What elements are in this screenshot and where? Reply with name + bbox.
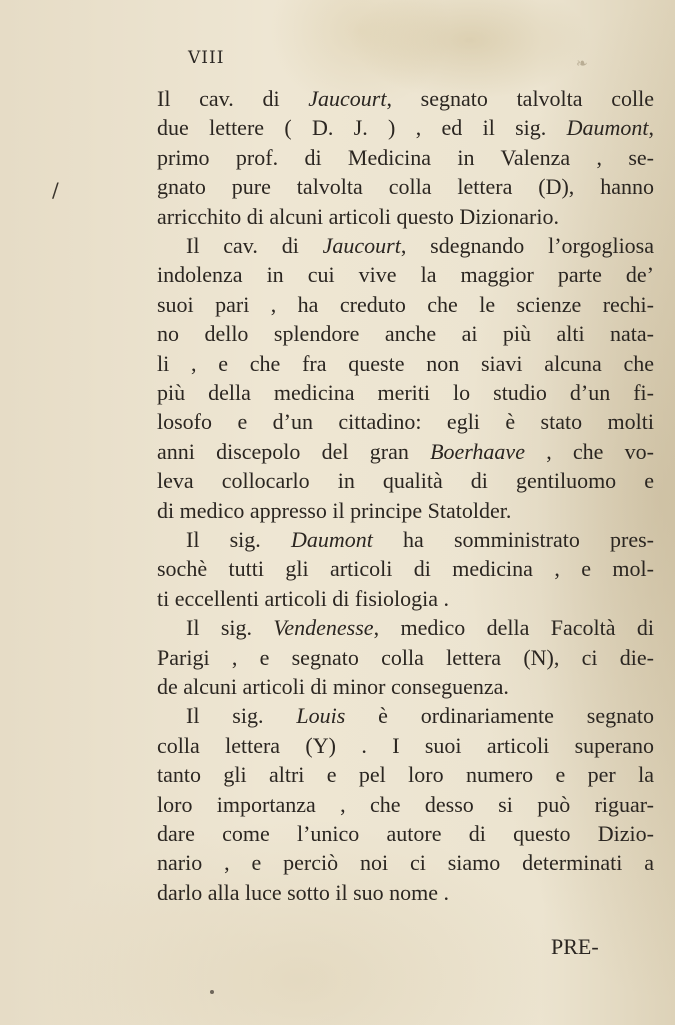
italic-name: Jaucourt [308, 86, 387, 111]
text-line [157, 143, 654, 173]
text-line [157, 349, 654, 379]
text-line [157, 878, 654, 908]
text-segment: Il sig. [186, 703, 297, 729]
text-segment: , [648, 115, 654, 141]
paper-speck [210, 990, 214, 994]
text-segment: darlo alla luce sotto il suo nome . [157, 879, 450, 905]
text-line [157, 319, 654, 349]
text-segment: Il sig. [186, 615, 274, 641]
text-line [157, 290, 654, 320]
page-number: VIII [188, 48, 225, 68]
text-line [157, 202, 654, 232]
text-segment: , medico della Facoltà di [373, 615, 654, 641]
text-segment: ti eccellenti articoli di fisiologia . [157, 585, 450, 611]
text-segment: de alcuni articoli di minor conseguenza. [157, 674, 509, 699]
text-segment: no dello splendore anche ai più alti nata- [157, 321, 654, 347]
italic-name: Louis [296, 703, 346, 729]
text-segment: Il cav. di [186, 233, 323, 258]
text-line [157, 260, 654, 290]
text-segment: colla lettera (Y) . I suoi articoli superano [157, 732, 654, 758]
text-line [186, 701, 654, 731]
text-segment: Il sig. [186, 527, 291, 552]
text-line [157, 848, 654, 878]
text-segment: suoi pari , ha creduto che le scienze rechi- [157, 291, 654, 317]
catchword: PRE- [551, 934, 599, 959]
text-line [157, 437, 654, 467]
text-segment: , che vo- [524, 438, 654, 464]
text-line [186, 525, 654, 555]
text-line [157, 643, 654, 673]
text-line [157, 554, 654, 584]
printer-ornament: ❧ [576, 56, 588, 72]
text-line [157, 84, 654, 114]
text-line [157, 466, 654, 496]
text-line [157, 760, 654, 790]
text-segment: ha somministrato pres- [372, 527, 654, 552]
italic-name: Boerhaave [430, 438, 525, 464]
text-segment: dare come l’unico autore di questo Dizio- [157, 821, 654, 846]
text-segment: Il cav. di [157, 86, 309, 111]
margin-pencil-mark: / [52, 178, 59, 202]
text-segment: anni discepolo del gran [157, 438, 431, 464]
text-line [157, 378, 654, 408]
text-segment: tanto gli altri e pel loro numero e per la [157, 762, 654, 788]
italic-name: Vendenesse [273, 615, 374, 641]
text-line [157, 407, 654, 437]
text-segment: più della medicina meriti lo studio d’un fi- [157, 380, 654, 405]
text-segment: , segnato talvolta colle [386, 86, 654, 111]
text-line [157, 819, 654, 849]
text-segment: indolenza in cui vive la maggior parte de’ [157, 262, 654, 288]
text-segment: , sdegnando l’orgogliosa [400, 233, 654, 258]
italic-name: Jaucourt [322, 233, 401, 258]
text-line [186, 613, 654, 643]
italic-name: Daumont [290, 527, 373, 552]
text-segment: Parigi , e segnato colla lettera (N), ci die- [157, 644, 654, 670]
text-segment: loro importanza , che desso si può riguar- [157, 791, 654, 817]
text-segment: sochè tutti gli articoli di medicina , e mol- [157, 556, 654, 582]
text-line [157, 113, 654, 143]
text-segment: gnato pure talvolta colla lettera (D), hanno [157, 174, 654, 200]
text-segment: nario , e perciò noi ci siamo determinati a [157, 850, 654, 876]
text-segment: primo prof. di Medicina in Valenza , se- [157, 144, 654, 170]
text-segment: losofo e d’un cittadino: egli è stato molti [157, 409, 654, 435]
text-segment: due lettere ( D. J. ) , ed il sig. [157, 115, 567, 141]
text-line [157, 496, 654, 526]
text-line [157, 584, 654, 614]
text-segment: arricchito di alcuni articoli questo Dizionario. [157, 203, 559, 229]
text-segment: leva collocarlo in qualità di gentiluomo e [157, 468, 654, 494]
text-line [157, 672, 654, 702]
text-line [157, 731, 654, 761]
text-segment: è ordinariamente segnato [345, 703, 654, 729]
text-segment: li , e che fra queste non siavi alcuna che [157, 350, 654, 376]
text-segment: di medico appresso il principe Statolder. [157, 497, 512, 523]
text-line [157, 172, 654, 202]
text-line [157, 790, 654, 820]
italic-name: Daumont [566, 115, 649, 141]
text-line [186, 231, 654, 261]
